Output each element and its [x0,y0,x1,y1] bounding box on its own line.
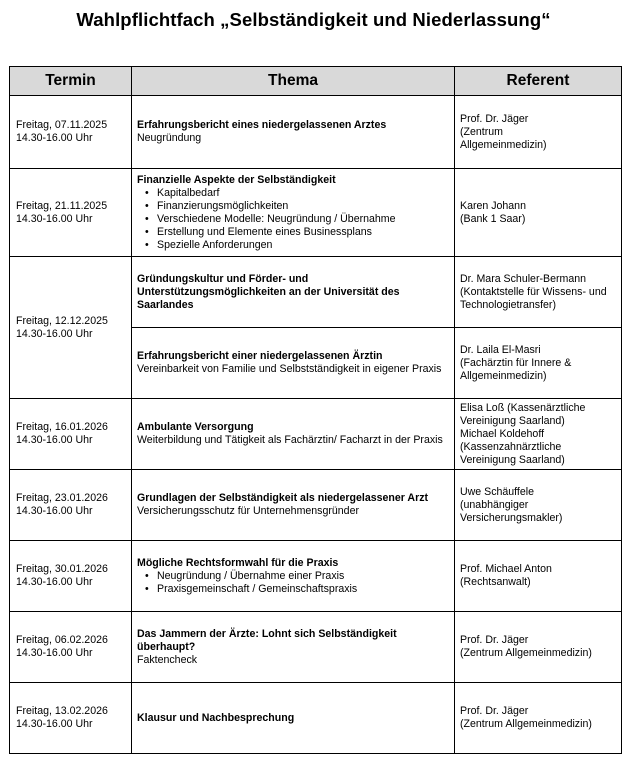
table-row [10,612,622,683]
topic-subtitle: Faktencheck [137,653,198,666]
referent-cell [455,683,622,754]
header-referent: Referent [455,67,622,96]
thema-cell [132,541,455,612]
session-time: 14.30-16.00 Uhr [16,718,93,730]
table-row [10,470,622,541]
session-time: 14.30-16.00 Uhr [16,576,93,588]
topic-title: Erfahrungsbericht einer niedergelassenen Ärztin [137,350,383,362]
table-row [10,257,622,328]
session-time: 14.30-16.00 Uhr [16,132,93,144]
thema-cell [132,683,455,754]
referent-cell [455,257,622,328]
speaker-line: Elisa Loß (Kassenärztliche Vereinigung Saarland) [460,401,586,427]
session-date: Freitag, 07.11.2025 [16,119,108,131]
topic-bullet-list [137,570,449,596]
speaker-line: Prof. Dr. Jäger [460,705,529,717]
speaker-line: Michael Koldehoff (Kassenzahnärztliche Vereinigung Saarland) [460,427,565,466]
topic-title: Das Jammern der Ärzte: Lohnt sich Selbständigkeit überhaupt? [137,627,397,653]
speaker-line: Uwe Schäuffele [460,485,535,498]
thema-cell [132,399,455,470]
topic-bullet: • Erstellung und Elemente eines Businessplans [157,226,449,239]
thema-cell [132,612,455,683]
topic-bullet: • Spezielle Anforderungen [157,239,449,252]
header-termin: Termin [10,67,132,96]
topic-bullet: • Neugründung / Übernahme einer Praxis [157,570,449,583]
termin-cell [10,96,132,169]
termin-cell [10,470,132,541]
session-date: Freitag, 13.02.2026 [16,705,108,717]
topic-title: Ambulante Versorgung [137,421,254,433]
topic-title: Klausur und Nachbesprechung [137,711,295,724]
session-time: 14.30-16.00 Uhr [16,647,93,659]
speaker-line: Prof. Michael Anton [460,563,552,575]
referent-cell [455,169,622,257]
topic-title: Gründungskultur und Förder- und Unterstützungsmöglichkeiten an der Universität des Saarlandes [137,272,400,311]
speaker-line: Dr. Laila El-Masri [460,343,541,356]
speaker-line: (Kontaktstelle für Wissens- und Technologietransfer) [460,285,607,311]
table-row [10,683,622,754]
header-row [10,67,622,96]
termin-cell [10,169,132,257]
termin-cell [10,612,132,683]
session-date: Freitag, 30.01.2026 [16,563,108,575]
speaker-line: (unabhängiger Versicherungsmakler) [460,498,563,524]
session-date: Freitag, 23.01.2026 [16,492,108,504]
referent-cell [455,612,622,683]
header-thema: Thema [132,67,455,96]
topic-bullet: • Kapitalbedarf [157,187,449,200]
thema-cell [132,470,455,541]
topic-title: Finanzielle Aspekte der Selbständigkeit [137,173,336,186]
thema-cell [132,328,455,399]
page-title: Wahlpflichtfach „Selbständigkeit und Niederlassung“ [76,9,551,30]
speaker-line: (Bank 1 Saar) [460,212,526,225]
topic-bullet: • Finanzierungsmöglichkeiten [157,200,449,213]
session-time: 14.30-16.00 Uhr [16,327,93,340]
topic-subtitle: Weiterbildung und Tätigkeit als Fachärztin/ Facharzt in der Praxis [137,434,443,446]
speaker-line: (Zentrum Allgemeinmedizin) [460,647,592,659]
topic-subtitle: Neugründung [137,132,202,144]
termin-cell [10,541,132,612]
speaker-line: (Zentrum [460,125,503,138]
topic-title: Mögliche Rechtsformwahl für die Praxis [137,556,339,569]
thema-cell [132,169,455,257]
speaker-line: Dr. Mara Schuler-Bermann [460,272,586,285]
topic-bullet-list [137,187,449,252]
speaker-line: Karen Johann [460,199,526,212]
speaker-line: Prof. Dr. Jäger [460,634,529,646]
session-date: Freitag, 21.11.2025 [16,199,108,212]
referent-cell [455,399,622,470]
table-row [10,96,622,169]
session-date: Freitag, 16.01.2026 [16,421,108,433]
topic-bullet: • Verschiedene Modelle: Neugründung / Übernahme [157,213,449,226]
topic-bullet: • Praxisgemeinschaft / Gemeinschaftspraxis [157,583,449,596]
topic-subtitle: Versicherungsschutz für Unternehmensgründer [137,505,359,517]
topic-subtitle: Vereinbarkeit von Familie und Selbstständigkeit in eigener Praxis [137,363,442,375]
thema-cell [132,257,455,328]
termin-cell [10,399,132,470]
table-row [10,399,622,470]
topic-title: Grundlagen der Selbständigkeit als niedergelassener Arzt [137,492,429,504]
speaker-line: (Rechtsanwalt) [460,576,531,588]
schedule-body [10,96,622,754]
referent-cell [455,328,622,399]
topic-title: Erfahrungsbericht eines niedergelassenen Arztes [137,119,387,131]
table-row [10,169,622,257]
session-time: 14.30-16.00 Uhr [16,434,93,446]
speaker-line: Allgemeinmedizin) [460,138,547,151]
referent-cell [455,470,622,541]
thema-cell [132,96,455,169]
speaker-line: (Zentrum Allgemeinmedizin) [460,718,592,730]
session-time: 14.30-16.00 Uhr [16,212,93,225]
schedule-table [9,66,622,754]
speaker-line: (Fachärztin für Innere & Allgemeinmedizin) [460,356,572,382]
session-date: Freitag, 12.12.2025 [16,314,108,327]
table-row [10,541,622,612]
session-date: Freitag, 06.02.2026 [16,634,108,646]
session-time: 14.30-16.00 Uhr [16,505,93,517]
referent-cell [455,541,622,612]
referent-cell [455,96,622,169]
speaker-line: Prof. Dr. Jäger [460,112,529,125]
termin-cell [10,683,132,754]
termin-cell [10,257,132,399]
